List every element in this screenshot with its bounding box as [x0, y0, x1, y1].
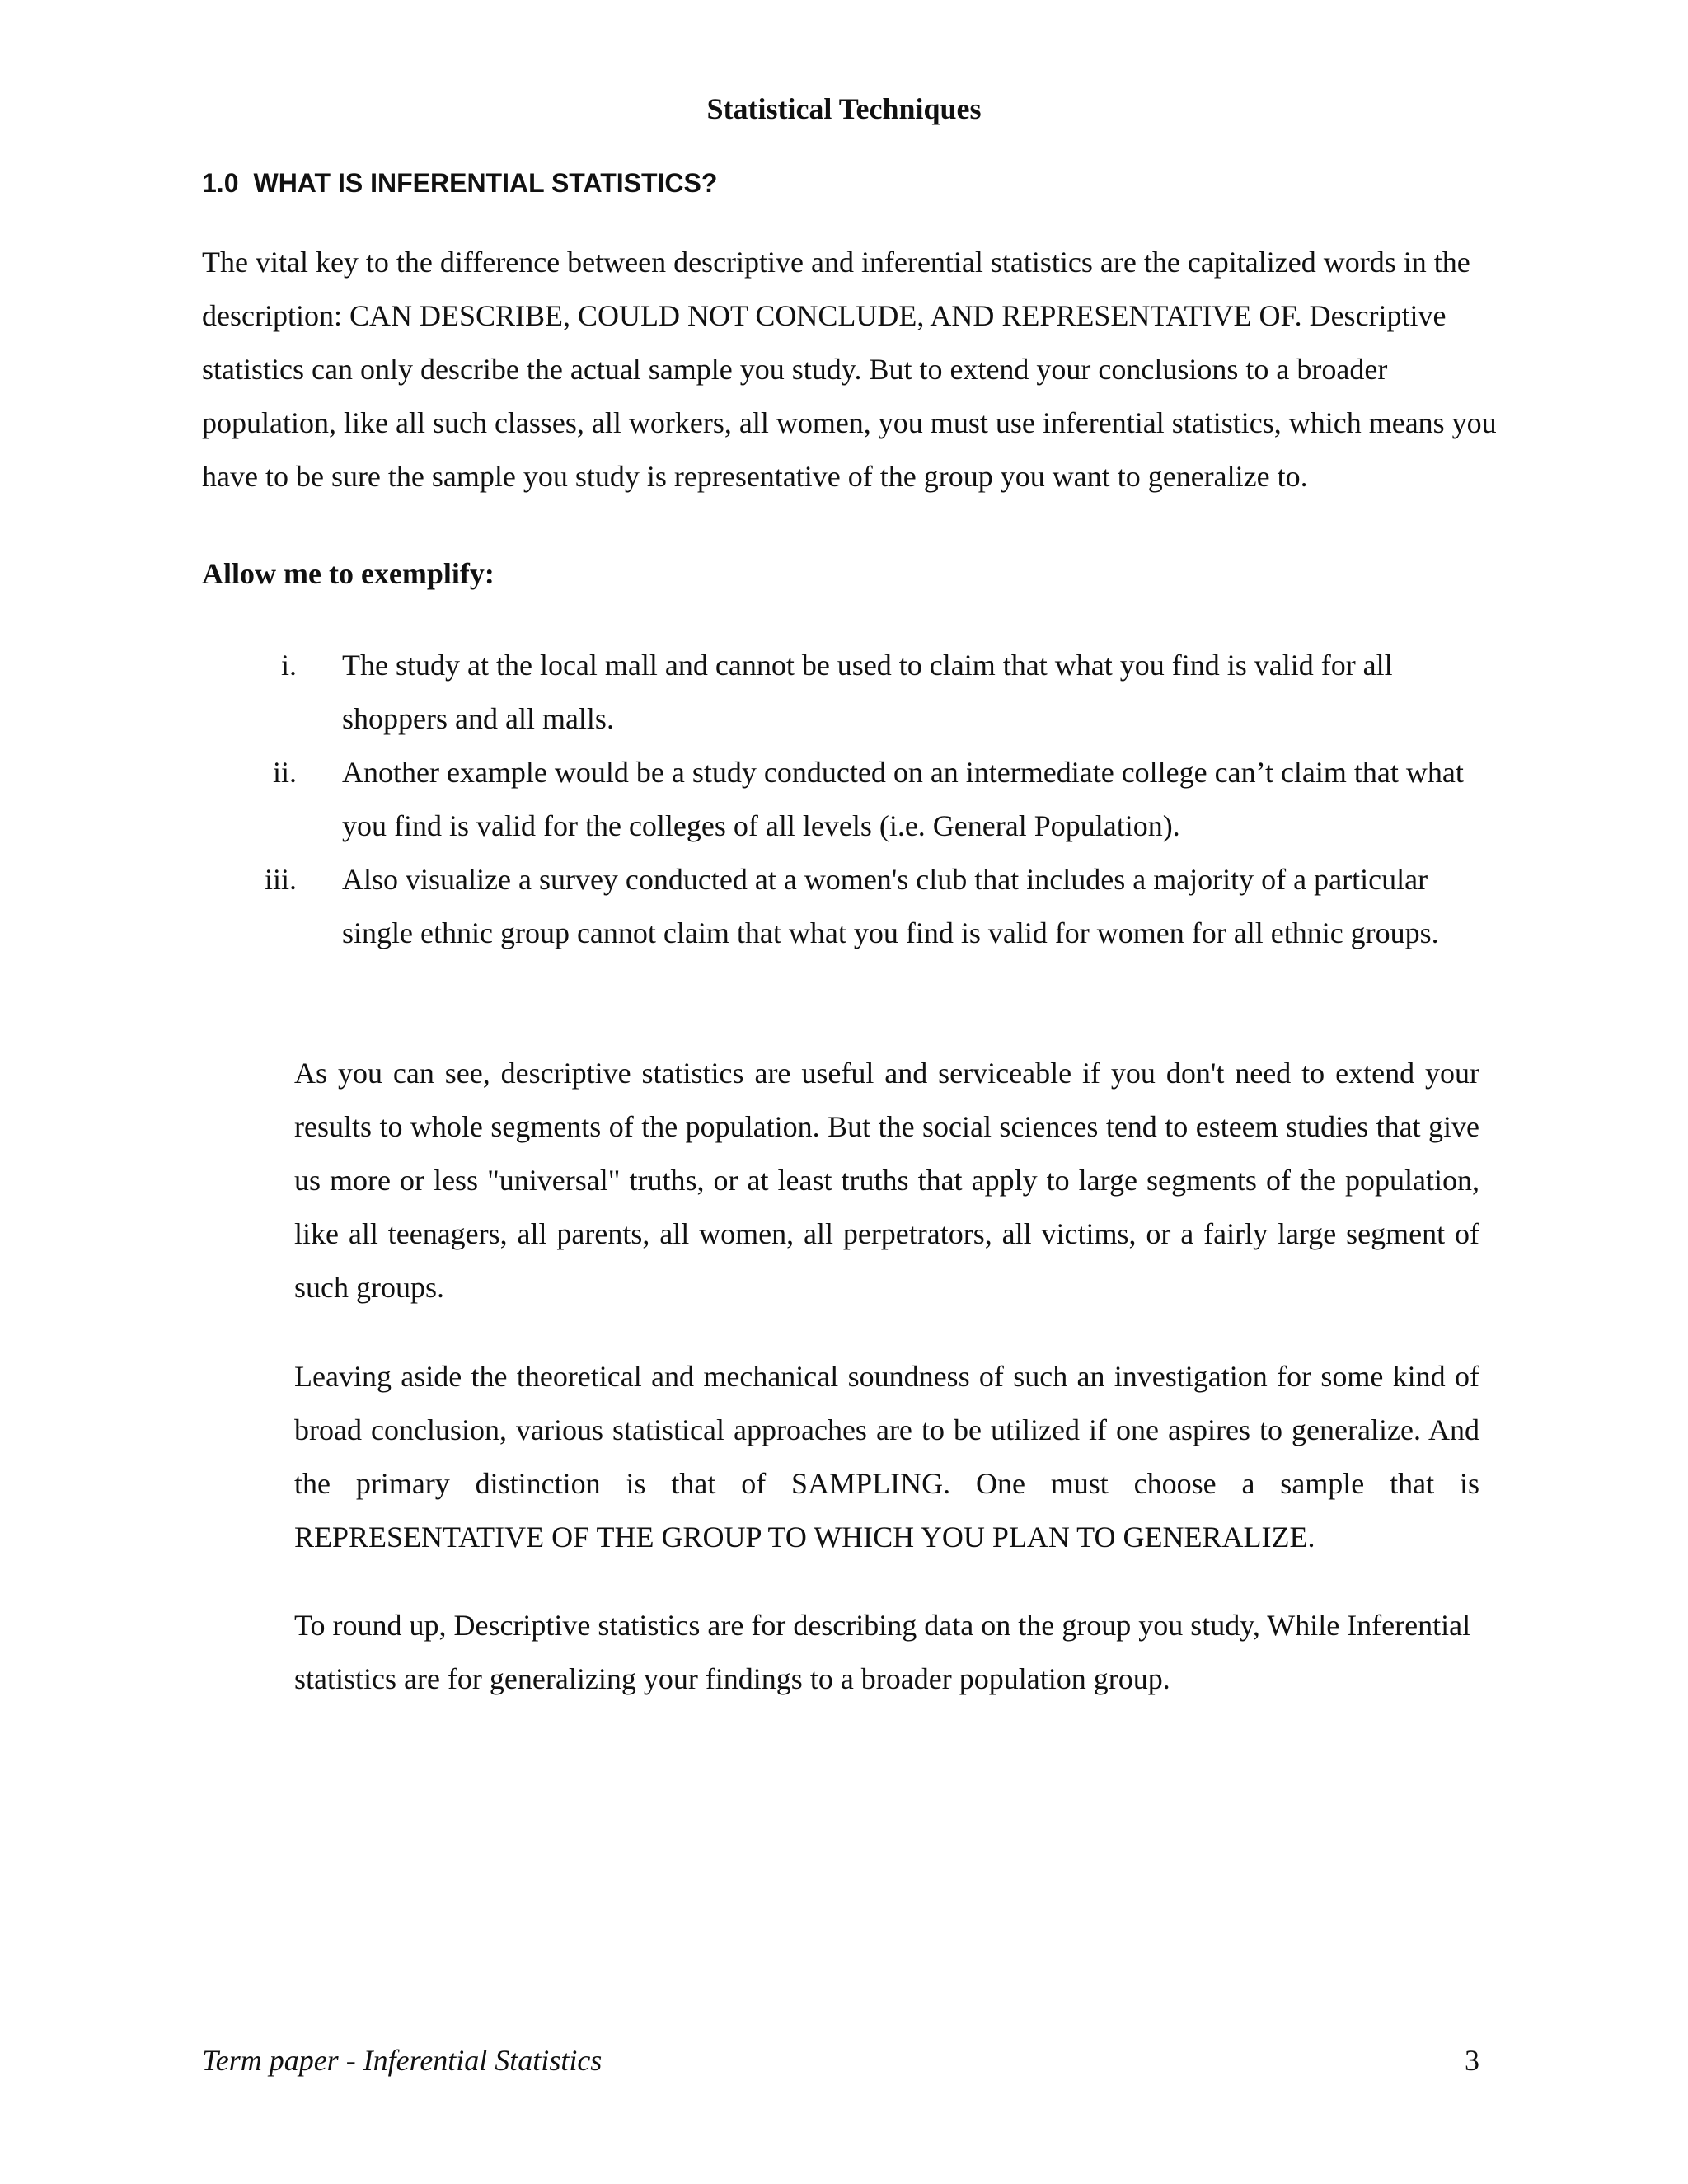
list-item	[202, 639, 1504, 746]
section-heading-text: WHAT IS INFERENTIAL STATISTICS?	[253, 168, 718, 198]
list-item-text: Also visualize a survey conducted at a women's club that includes a majority of a particular single ethnic group cannot claim that what you find is valid for women for all ethnic groups.	[342, 863, 1439, 949]
body-paragraph: Leaving aside the theoretical and mechanical soundness of such an investigation for some kind of broad conclusion, various statistical approaches are to be utilized if one aspires to generalize. And the primary distinction is that of SAMPLING. One must choose a sample that is REPRESENTATIVE OF THE GROUP TO WHICH YOU PLAN TO GENERALIZE.	[294, 1360, 1479, 1554]
intro-paragraph-block	[202, 236, 1504, 504]
section-number: 1.0	[202, 168, 239, 198]
page-title: Statistical Techniques	[706, 92, 982, 125]
exemplify-label: Allow me to exemplify:	[202, 557, 495, 590]
list-item	[202, 746, 1504, 853]
body-paragraph: As you can see, descriptive statistics are useful and serviceable if you don't need to extend your results to whole segments of the population. But the social sciences tend to esteem studies that give us more or less "universal" truths, or at least truths that apply to large segments of the population, like all teenagers, all parents, all women, all perpetrators, all victims, or a fairly large segment of such groups.	[294, 1057, 1479, 1304]
list-item-text: Another example would be a study conducted on an intermediate college can’t claim that what you find is valid for the colleges of all levels (i.e. General Population).	[342, 756, 1464, 842]
page-number: 3	[1465, 2044, 1479, 2077]
list-item	[202, 853, 1504, 960]
list-marker: iii.	[264, 863, 297, 896]
list-item-text: The study at the local mall and cannot be used to claim that what you find is valid for all shoppers and all malls.	[342, 649, 1393, 735]
intro-paragraph: The vital key to the difference between descriptive and inferential statistics are the capitalized words in the description: CAN DESCRIBE, COULD NOT CONCLUDE, AND REPRESENTATIVE OF. Descriptive statistics can only describe the actual sample you study. But to extend your conclusions to a broader population, like all such classes, all workers, all women, you must use inferential statistics, which means you have to be sure the sample you study is representative of the group you want to generalize to.	[202, 246, 1497, 493]
example-list	[202, 639, 1504, 960]
body-paragraph: To round up, Descriptive statistics are for describing data on the group you study, While Inferential statistics are for generalizing your findings to a broader population group.	[294, 1609, 1471, 1695]
list-marker: ii.	[272, 756, 297, 789]
list-marker: i.	[280, 649, 297, 682]
footer-title: Term paper - Inferential Statistics	[202, 2044, 603, 2077]
section-heading	[202, 165, 717, 201]
